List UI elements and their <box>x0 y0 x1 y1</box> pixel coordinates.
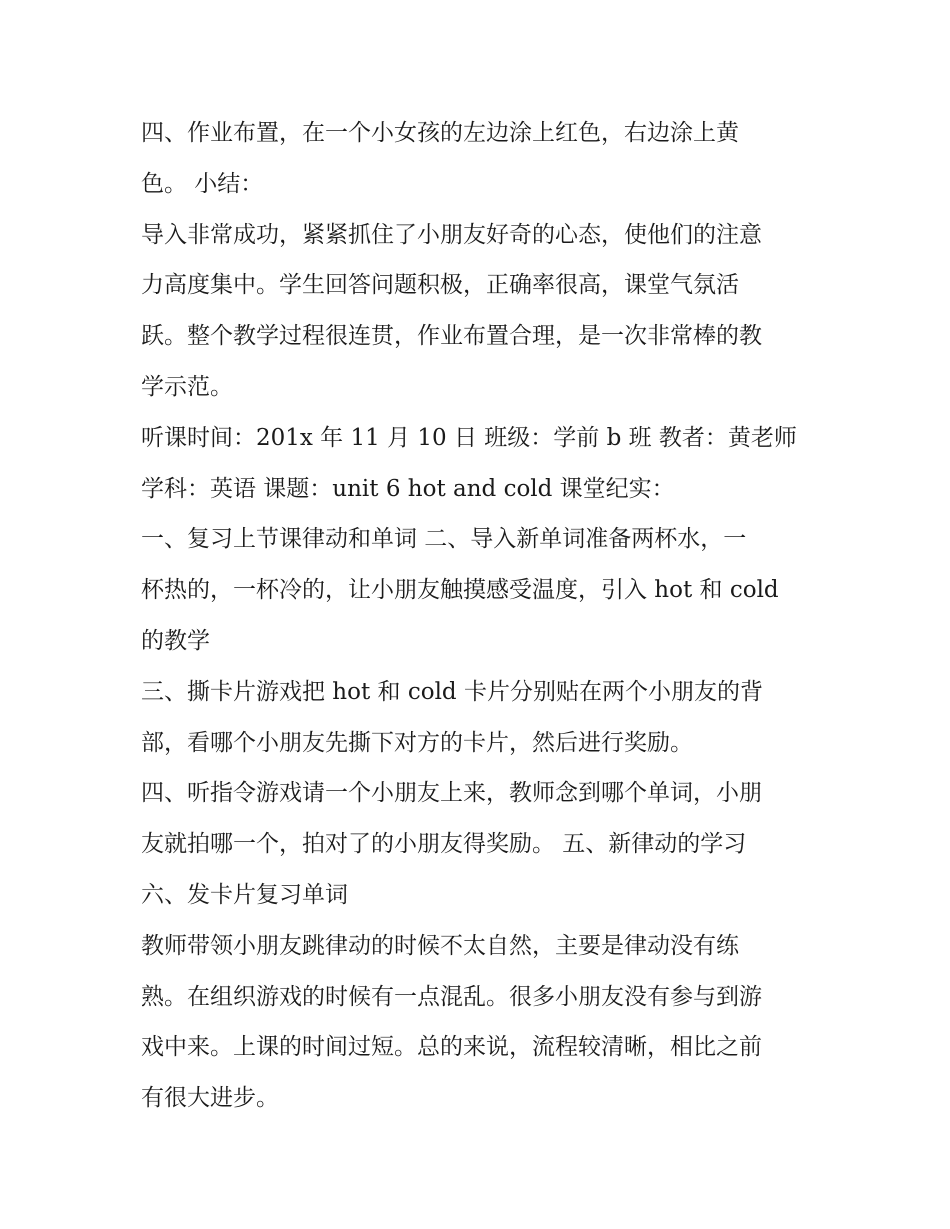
text-line-19: 戏中来。上课的时间过短。总的来说，流程较清晰，相比之前 <box>141 1034 762 1061</box>
text-line-18: 熟。在组织游戏的时候有一点混乱。很多小朋友没有参与到游 <box>141 983 762 1010</box>
text-line-20: 有很大进步。 <box>141 1085 279 1112</box>
text-line-3: 导入非常成功，紧紧抓住了小朋友好奇的心态，使他们的注意 <box>141 221 762 248</box>
text-line-7: 听课时间：201x 年 11 月 10 日 班级：学前 b 班 教者：黄老师 <box>141 424 797 451</box>
text-line-8: 学科：英语 课题：unit 6 hot and cold 课堂纪实： <box>141 475 675 502</box>
text-line-16: 六、发卡片复习单词 <box>141 881 348 908</box>
text-line-6: 学示范。 <box>141 373 233 400</box>
text-line-10: 杯热的，一杯冷的，让小朋友触摸感受温度，引入 hot 和 cold <box>141 577 779 604</box>
text-line-1: 四、作业布置，在一个小女孩的左边涂上红色，右边涂上黄 <box>141 120 739 146</box>
text-line-13: 部，看哪个小朋友先撕下对方的卡片，然后进行奖励。 <box>141 729 693 756</box>
text-line-14: 四、听指令游戏请一个小朋友上来，教师念到哪个单词，小朋 <box>141 780 762 807</box>
text-line-11: 的教学 <box>141 627 210 654</box>
text-line-2: 色。 小结： <box>141 170 264 197</box>
text-line-17: 教师带领小朋友跳律动的时候不太自然，主要是律动没有练 <box>141 932 739 959</box>
text-line-12: 三、撕卡片游戏把 hot 和 cold 卡片分别贴在两个小朋友的背 <box>141 678 763 705</box>
text-line-15: 友就拍哪一个，拍对了的小朋友得奖励。 五、新律动的学习 <box>141 831 747 858</box>
text-line-9: 一、复习上节课律动和单词 二、导入新单词准备两杯水，一 <box>141 526 747 553</box>
text-line-4: 力高度集中。学生回答问题积极，正确率很高，课堂气氛活 <box>141 272 739 299</box>
document-body <box>141 108 821 1124</box>
text-line-5: 跃。整个教学过程很连贯，作业布置合理，是一次非常棒的教 <box>141 323 762 350</box>
